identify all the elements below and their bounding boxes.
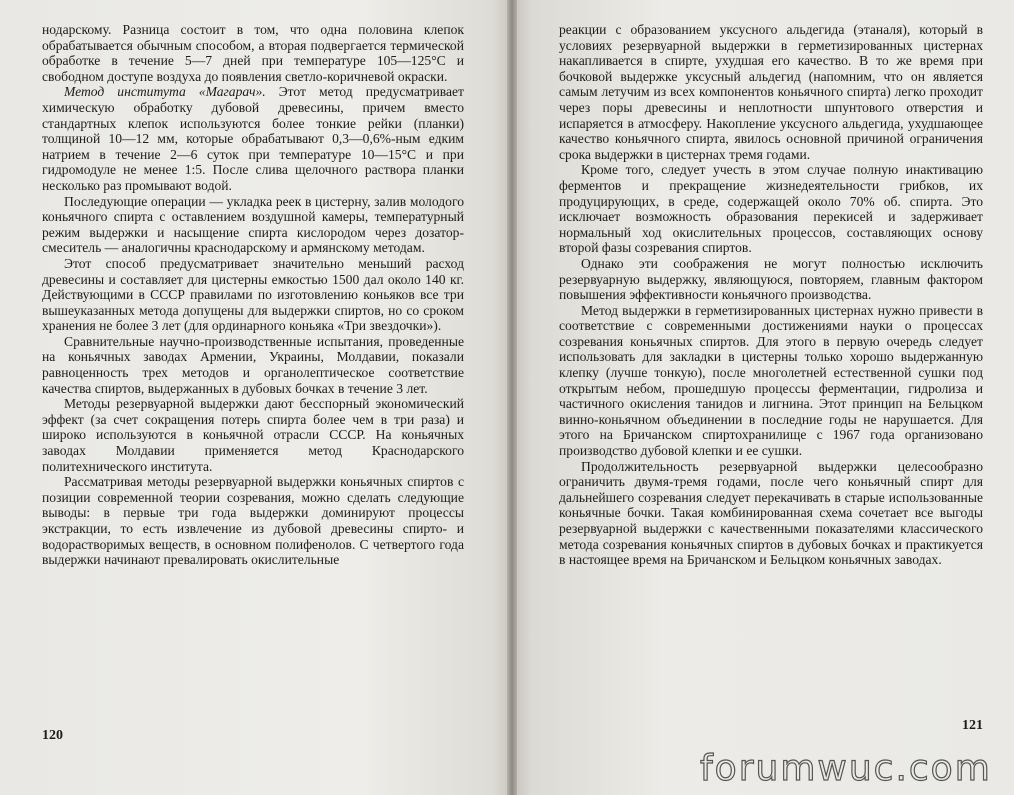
left-paragraph-5: Сравнительные научно-производственные испытания, проведенные на коньячных заводах Армении, Украины, Молдавии, показали равноценность трех методов и органолептическое соответствие качества спиртов, выдержанных в дубовых бочках в течение 3 лет. xyxy=(42,333,464,396)
left-paragraph-1: нодарскому. Разница состоит в том, что одна половина клепок обрабатывается обычным способом, а вторая подвергается термической обработке в течение 5—7 дней при температуре 105—125°С и свободном доступе воздуха до появления светло-коричневой окраски. xyxy=(42,22,464,84)
right-paragraph-3: Однако эти соображения не могут полностью исключить резервуарную выдержку, являющуюся, повторяем, главным фактором повышения эффективности коньячного производства. xyxy=(559,255,983,303)
left-paragraph-2-body: Этот метод предусматривает химическую обработку дубовой древесины, причем вместо стандартных клепок используются более тонкие рейки (планки) толщиной 10—12 мм, которые обрабатывают 0,3—0,6%-ным едким натрием в течение 2—6 суток при температуре 10—15°С и при гидромодуле не менее 1:5. После слива щелочного раствора планки несколько раз промывают водой. xyxy=(42,84,464,193)
left-paragraph-2 xyxy=(42,84,464,193)
left-page-text xyxy=(42,22,464,568)
right-page-text xyxy=(559,22,983,568)
left-paragraph-7: Рассматривая методы резервуарной выдержки коньячных спиртов с позиции современной теории созревания, можно сделать следующие выводы: в первые три года выдержки доминируют процессы экстракции, то есть извлечение из дубовой древесины спирто- и водорастворимых веществ, в основном полифенолов. С четвертого года выдержки начинают превалировать окислительные xyxy=(42,474,464,568)
left-paragraph-4: Этот способ предусматривает значительно меньший расход древесины и составляет для цистерны емкостью 1500 дал около 140 кг. Действующими в СССР правилами по изготовлению коньяков все три вышеуказанных метода допущены для выдержки спиртов, но со сроком хранения не более 3 лет (для ординарного коньяка «Три звездочки»). xyxy=(42,255,464,334)
watermark: forumwuc.com xyxy=(700,748,992,789)
right-paragraph-2: Кроме того, следует учесть в этом случае полную инактивацию ферментов и прекращение жизнедеятельности грибков, их продуцирующих, в среде, содержащей около 70% об. спирта. Это исключает возможность образования перекисей и задерживает нормальный ход окислительных процессов, составляющих основу второй фазы созревания спиртов. xyxy=(559,162,983,256)
right-paragraph-1: реакции с образованием уксусного альдегида (этаналя), который в условиях резервуарной выдержки в герметизированных цистернах накапливается в спирте, ухудшая его качество. В то же время при бочковой выдержке уксусный альдегид (напомним, что он является самым летучим из всех компонентов коньячного спирта) легко проходит через поры древесины и неплотности шпунтового отверстия и испаряется в атмосферу. Накопление уксусного альдегида, ухудшающее качество коньячного спирта, явилось основной причиной ограничения срока выдержки в цистернах тремя годами. xyxy=(559,22,983,162)
method-title: Метод института «Магарач». xyxy=(64,84,266,100)
page-number-right: 121 xyxy=(962,718,983,733)
left-paragraph-3: Последующие операции — укладка реек в цистерну, залив молодого коньячного спирта с оставлением воздушной камеры, температурный режим выдержки и насыщение спирта кислородом через дозатор-смеситель — аналогичны краснодарскому и армянскому методам. xyxy=(42,193,464,256)
right-page xyxy=(512,0,1014,795)
page-number-left: 120 xyxy=(42,728,63,743)
right-paragraph-5: Продолжительность резервуарной выдержки целесообразно ограничить двумя-тремя годами, после чего коньячный спирт для дальнейшего созревания следует перекачивать в старые использованные коньячные бочки. Такая комбинированная схема сочетает все выгоды резервуарной выдержки с качественными показателями классического метода созревания коньячных спиртов в дубовых бочках и практикуется в настоящее время на Бричанском и Бельцком коньячных заводах. xyxy=(559,458,983,568)
right-paragraph-4: Метод выдержки в герметизированных цистернах нужно привести в соответствие с современными достижениями науки о процессах созревания коньячных спиртов. Для этого в первую очередь следует использовать для закладки в цистерны только хорошо выдержанную клепку (лучше тонкую), после многолетней естественной сушки под открытым небом, прошедшую процессы ферментации, гидролиза и частичного окисления танидов и лигнина. Этот принцип на Бельцком винно-коньячном объединении в последние годы не нарушается. Для этого на Бричанском спиртохранилище с 1967 года организовано производство дубовой клепки и ее сушки. xyxy=(559,302,983,459)
book-gutter xyxy=(507,0,517,795)
left-paragraph-6: Методы резервуарной выдержки дают бесспорный экономический эффект (за счет сокращения потерь спирта более чем в три раза) и широко используются в коньячной отрасли СССР. На коньячных заводах Молдавии применяется метод Краснодарского политехнического института. xyxy=(42,396,464,474)
